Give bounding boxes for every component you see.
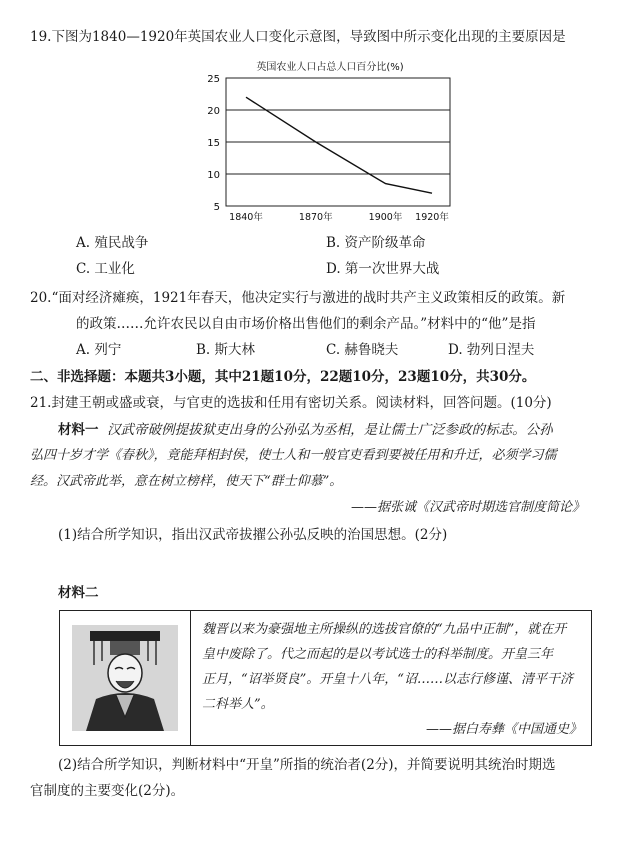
q19-option-a: A. 殖民战争 — [76, 235, 149, 251]
q21-sub2-line2: 官制度的主要变化(2分)。 — [30, 783, 185, 799]
chart-x-tick-label: 1900年 — [368, 212, 403, 223]
material1-line3: 经。汉武帝此举，意在树立榜样，使天下“群士仰慕”。 — [30, 474, 343, 489]
chart-title: 英国农业人口占总人口百分比(%) — [256, 62, 404, 73]
q20-option-d: D. 勃列日涅夫 — [448, 342, 535, 358]
material1-line1 — [58, 421, 553, 441]
material2-box — [59, 610, 592, 746]
box-divider — [190, 611, 191, 745]
emperor-portrait-image — [72, 625, 178, 731]
chart-y-tick-label: 10 — [207, 170, 220, 181]
q20-option-b: B. 斯大林 — [196, 342, 256, 358]
material2-source: ——据白寿彝《中国通史》 — [425, 722, 582, 737]
material2-label: 材料二 — [58, 585, 99, 601]
chart-y-tick-label: 15 — [207, 138, 220, 149]
section2-heading: 二、非选择题：本题共3小题，其中21题10分，22题10分，23题10分，共30分。 — [30, 369, 536, 385]
q20-stem-line1: 20.“面对经济瘫痪，1921年春天，他决定实行与激进的战时共产主义政策相反的政策。新 — [30, 290, 566, 306]
material1-label: 材料一 — [58, 422, 99, 438]
material1-line2: 弘四十岁才学《春秋》，竟能拜相封侯，使士人和一般官吏看到要被任用和升迁，必须学习儒 — [30, 448, 557, 463]
chart-y-tick-label: 20 — [207, 106, 220, 117]
emperor-portrait-icon — [72, 625, 178, 731]
material1-text-1: 汉武帝破例提拔狱吏出身的公孙弘为丞相，是让儒士广泛参政的标志。公孙 — [107, 422, 553, 438]
chart-series-line — [246, 97, 432, 193]
q20-stem-line2: 的政策……允许农民以自由市场价格出售他们的剩余产品。”材料中的“他”是指 — [76, 316, 536, 332]
q19-stem: 19.下图为1840—1920年英国农业人口变化示意图，导致图中所示变化出现的主要原因是 — [30, 29, 566, 45]
chart-y-ticks — [207, 74, 220, 213]
chart-x-tick-label: 1840年 — [229, 212, 263, 223]
chart-grid — [226, 78, 450, 206]
material2-line: 魏晋以来为豪强地主所操纵的选拔官僚的“九品中正制”，就在开 — [202, 622, 567, 637]
q21-sub1: (1)结合所学知识，指出汉武帝拔擢公孙弘反映的治国思想。(2分) — [58, 527, 448, 543]
material2-line: 正月，“诏举贤良”。开皇十八年，“诏……以志行修谨、清平干济 — [202, 672, 573, 687]
q21-stem: 21.封建王朝或盛或衰，与官吏的选拔和任用有密切关系。阅读材料，回答问题。(10分) — [30, 395, 552, 411]
agriculture-population-chart — [200, 56, 460, 228]
chart-y-tick-label: 25 — [207, 74, 220, 85]
chart-y-tick-label: 5 — [213, 202, 220, 213]
material1-source: ——据张诚《汉武帝时期选官制度简论》 — [350, 500, 585, 515]
chart-series — [246, 97, 432, 193]
q21-sub2-line1: (2)结合所学知识，判断材料中“开皇”所指的统治者(2分)，并简要说明其统治时期选 — [58, 757, 556, 773]
chart-x-ticks — [229, 211, 449, 223]
chart-x-tick-label: 1870年 — [298, 212, 333, 223]
material2-line: 皇中废除了。代之而起的是以考试选士的科举制度。开皇三年 — [202, 647, 554, 662]
q19-option-b: B. 资产阶级革命 — [326, 235, 426, 251]
q19-option-c: C. 工业化 — [76, 261, 135, 277]
material2-line: 二科举人”。 — [202, 697, 274, 712]
q19-option-d: D. 第一次世界大战 — [326, 261, 440, 277]
material2-text — [202, 617, 582, 742]
q20-option-c: C. 赫鲁晓夫 — [326, 342, 399, 358]
q20-option-a: A. 列宁 — [76, 342, 122, 358]
chart-x-tick-label: 1920年 — [415, 212, 449, 223]
